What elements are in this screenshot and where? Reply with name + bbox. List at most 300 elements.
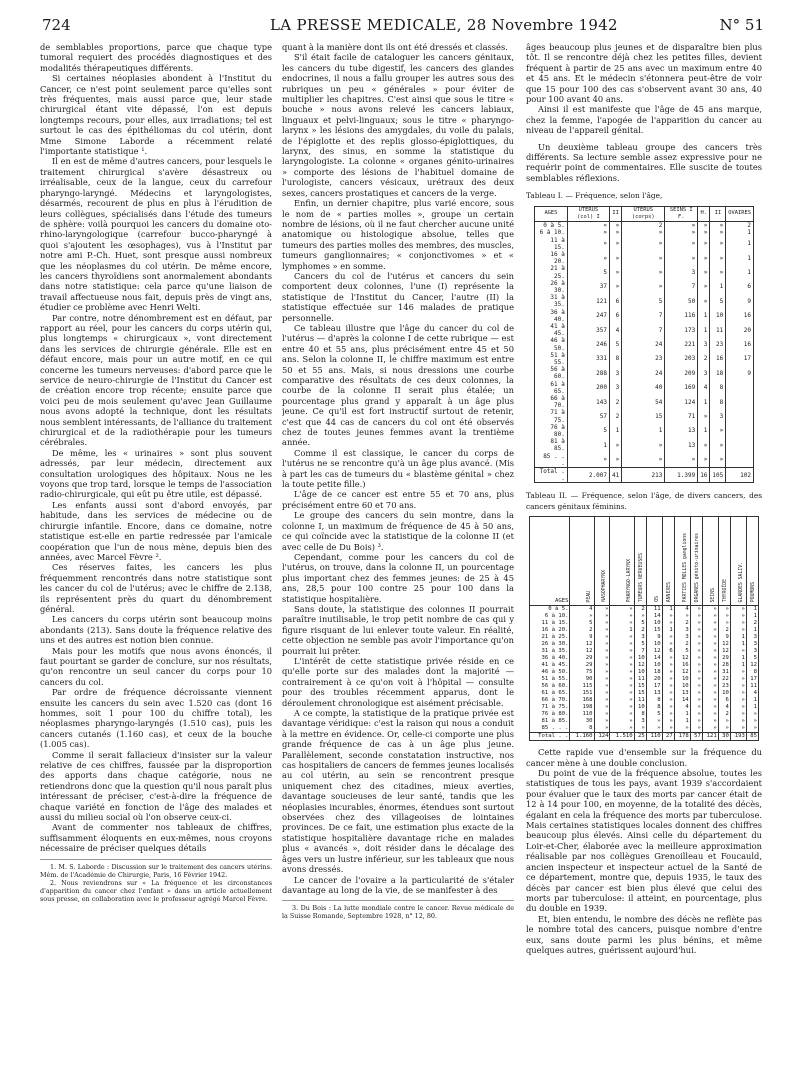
table2-header-label: THYROÏDE (722, 579, 728, 603)
table-cell: » (730, 704, 746, 711)
table-cell: 110 (646, 733, 662, 741)
table-cell: 6 (718, 697, 730, 704)
paragraph: Par contre, notre dénombrement est en défaut, par rapport au réel, pour les cancers du corps utérin qui, plus longtemps « chirurgicaux », vont directement dans les services de chirurgie générale. Elle est en défaut encore, mais pour un autre motif, en ce qui concerne les tumeurs nerveuses: d'abord parce que le service de neuro-chirurgie de l'Institut du Cancer est de création encore trop récente; ensuite parce que voici peu de mois seulement qu'avec Jean Guillaume nous avons adopté la technique, dont les résultats nous semblent intéressants, de l'alliance du traitement chirurgical et de la radiothérapie pour les tumeurs cérébrales. (40, 312, 272, 448)
table1-header: AGES (535, 206, 568, 221)
table-cell: 85 . . . (530, 725, 570, 733)
table-cell: » (702, 704, 718, 711)
table-cell: 14 (674, 697, 690, 704)
table-cell: » (702, 690, 718, 697)
table-cell (726, 395, 754, 409)
table-cell: » (702, 627, 718, 634)
table-cell: » (610, 613, 634, 620)
paragraph: Ainsi il est manifeste que l'âge de 45 ans marque, chez la femme, l'apogée de l'apparition du cancer au niveau de l'appareil génital. (526, 104, 762, 136)
table-cell: » (718, 725, 730, 733)
table-row (535, 294, 754, 308)
table-row (535, 395, 754, 409)
table-cell: » (710, 222, 726, 230)
table-cell: » (746, 725, 758, 733)
table-cell: » (698, 265, 710, 279)
table-cell: 41 à 45. (535, 323, 568, 337)
table-cell: 16 à 20. (535, 251, 568, 265)
table-cell: » (702, 662, 718, 669)
paragraph: Comme il est classique, le cancer du corps de l'utérus ne se rencontre qu'à un âge plus avancé. (Mis à part les cas de tumeurs du « blastème génital » chez la toute petite fille.) (282, 447, 514, 490)
table-cell: » (718, 718, 730, 725)
table-cell: » (609, 453, 621, 468)
table-cell: 46 à 50. (530, 669, 570, 676)
table-cell: 5 (567, 424, 609, 438)
table-cell: » (702, 711, 718, 718)
table-cell: 81 à 85. (530, 718, 570, 725)
table-cell: 76 à 80. (535, 424, 568, 438)
table-cell: 26 à 30. (530, 641, 570, 648)
table2-header (610, 517, 634, 606)
table-cell: 1 (674, 711, 690, 718)
table-cell: 200 (567, 381, 609, 395)
table-cell: 18 (710, 366, 726, 380)
table-row (535, 280, 754, 294)
table-row (530, 718, 759, 725)
paragraph: Il en est de même d'autres cancers, pour lesquels le traitement chirurgical s'avère désastreux ou irréalisable, ceux de la langue, ceux du carrefour pharyngo-laryngé. Médecins et laryngologistes, désarmés, recourent de plus en plus à l'érudition de leurs collègues, spécialisés dans l'étude des tumeurs de sphère: voilà pourquoi les cancers du domaine oto-rhino-laryngologique (carrefour bucco-pharyngé à quoi s'ajoutent les œsophages), vus à l'Institut par notre ami P.-Ch. Huet, sont presque aussi nombreux que les néoplasmes du col utérin. De même encore, les cancers thyroïdiens sont anormalement abondants dans notre statistique: cela parce qu'une liaison de travail affectueuse nous fait, depuis près de vingt ans, étudier ce problème avec Henri Welti. (40, 156, 272, 313)
table-cell: » (622, 251, 665, 265)
table-cell: 168 (570, 697, 594, 704)
table-cell: 31 à 35. (530, 648, 570, 655)
table-cell: 3 (674, 627, 690, 634)
table2-header (718, 517, 730, 606)
table-cell: » (662, 641, 674, 648)
table-cell: 10 (718, 690, 730, 697)
footnotes (282, 900, 514, 920)
table-cell: 1 (746, 613, 758, 620)
table-cell: » (609, 265, 621, 279)
table-cell: 4 (698, 381, 710, 395)
paragraph: Du point de vue de la fréquence absolue, toutes les statistiques de tous les pays, avant 1939 s'accordaient pour évaluer que le taux des morts par cancer était de 12 à 14 pour 100, en moyenne, de la totalité des décès, égalant en cela la fréquence des morts par tuberculose. Mais certaines statistiques locales donnent des chiffres beaucoup plus élevés. Ainsi celle du département du Loir-et-Cher, élaborée avec la meilleure approximation réalisable par nos collègues Grenoilleau et Foucauld, ancien inspecteur et inspecteur actuel de la Santé de ce département, montre que, depuis 1935, le taux des décès par cancer est bien plus élevé que celui des morts par tuberculose: il atteint, en pourcentage, plus du double en 1939. (526, 768, 762, 914)
table-cell: 5 (609, 337, 621, 351)
table-cell: 29 (570, 655, 594, 662)
table-cell: 10 (646, 620, 662, 627)
table-cell: » (702, 676, 718, 683)
table-cell: 3 (746, 634, 758, 641)
table-row (535, 381, 754, 395)
table-cell: 76 à 80. (530, 711, 570, 718)
footnote: 1. M. S. Laborde : Discussion sur le traitement des cancers utérins. Mém. de l'Académie de Chirurgie, Paris, 16 Février 1942. (40, 862, 272, 879)
table-cell: » (702, 634, 718, 641)
table-cell: 2 (674, 620, 690, 627)
table-cell: 3 (710, 409, 726, 423)
table-cell: » (690, 606, 702, 614)
table-cell: 3 (665, 265, 698, 279)
table-cell: 15 (622, 409, 665, 423)
table-cell: » (690, 613, 702, 620)
table-cell: 5 (622, 294, 665, 308)
table-row (530, 725, 759, 733)
table-cell: 10 (634, 655, 646, 662)
table-cell: » (622, 229, 665, 236)
table-cell: 12 (570, 641, 594, 648)
table-cell: » (610, 662, 634, 669)
table-cell: 2 (570, 627, 594, 634)
table-cell: 1 (710, 280, 726, 294)
table-cell: » (646, 725, 662, 733)
table-cell: » (610, 725, 634, 733)
table-cell: 6 à 10. (535, 229, 568, 236)
paragraph: Le groupe des cancers du sein montre, dans la colonne I, un maximum de fréquence de 45 à 50 ans, ce qui coïncide avec la statistique de la colonne II (et avec celle de Du Bois) ³. (282, 510, 514, 552)
table-cell: 105 (710, 468, 726, 483)
table-total-row (530, 733, 759, 741)
table-cell: 7 (622, 323, 665, 337)
table-cell: 21 à 25. (535, 265, 568, 279)
table-cell: 16 (726, 309, 754, 323)
table-cell: » (710, 237, 726, 251)
table-cell: » (730, 669, 746, 676)
page-header (42, 16, 764, 36)
table-cell (726, 381, 754, 395)
table-cell: » (698, 229, 710, 236)
table2-header-label: GLANDES SALIV. (738, 561, 744, 603)
table-cell: » (710, 453, 726, 468)
table-cell: 8 (570, 725, 594, 733)
table-cell: 16 (710, 352, 726, 366)
table-cell: » (594, 676, 610, 683)
table-cell: » (662, 676, 674, 683)
table-row (535, 237, 754, 251)
table-cell: » (594, 669, 610, 676)
table-cell: » (594, 655, 610, 662)
table-cell: 61 à 65. (530, 690, 570, 697)
paragraph: Les cancers du corps utérin sont beaucoup moins abondants (213). Sans doute la fréquence relative des uns et des autres est notion bien connue. (40, 614, 272, 646)
table-cell: 5 (570, 620, 594, 627)
table-cell: 61 à 65. (535, 381, 568, 395)
table-cell: 37 (567, 280, 609, 294)
table-cell: 23 (718, 683, 730, 690)
table-cell: » (665, 229, 698, 236)
table-cell: 1 (726, 237, 754, 251)
table-cell: 10 (674, 676, 690, 683)
table2-header: AGES (530, 517, 570, 606)
paragraph: Par ordre de fréquence décroissante viennent ensuite les cancers du sein avec 1.520 cas (dont 16 hommes, soit 1 pour 100 du chiffre total), les néoplasmes pharyngo-laryngés (1.510 cas), puis les cancers cutanés (1.160 cas), et ceux de la bouche (1.005 cas). (40, 687, 272, 750)
table-cell: 209 (665, 366, 698, 380)
table-cell: 13 (665, 424, 698, 438)
table-cell: » (622, 265, 665, 279)
table-cell: 5 (674, 648, 690, 655)
table-cell: » (634, 725, 646, 733)
table-cell: » (662, 718, 674, 725)
table-row (535, 366, 754, 380)
table-cell: 10 (646, 662, 662, 669)
table2-header-label: PEAU (586, 590, 592, 603)
table-cell: 3 (609, 381, 621, 395)
table-cell: Total . . (535, 468, 568, 483)
table-cell: 4 (609, 323, 621, 337)
table2-header-label: ANNEXES (666, 582, 672, 603)
table2-header (746, 517, 758, 606)
table-cell: » (594, 648, 610, 655)
table-cell: 1.399 (665, 468, 698, 483)
table-row (535, 424, 754, 438)
table-cell: » (690, 690, 702, 697)
table-cell: 10 (710, 309, 726, 323)
table-cell: 6 à 10. (530, 613, 570, 620)
table-cell: 17 (746, 676, 758, 683)
table-cell: 124 (665, 395, 698, 409)
table2-header (594, 517, 610, 606)
table-cell: » (690, 676, 702, 683)
table-cell: 31 (718, 669, 730, 676)
table-cell: 9 (726, 366, 754, 380)
table-cell: » (690, 634, 702, 641)
table-cell: » (698, 453, 710, 468)
table2-header-label: PARTIES MOLLES ganglions (682, 532, 688, 603)
table-cell: » (567, 237, 609, 251)
table-cell: » (730, 606, 746, 614)
table-cell: » (702, 655, 718, 662)
table2-header-label: POUMONS (751, 582, 756, 603)
column-left (40, 42, 272, 1078)
table-cell: » (730, 627, 746, 634)
table2-header-label: OS (654, 596, 660, 603)
table-cell: » (690, 718, 702, 725)
table-cell: 3 (698, 337, 710, 351)
paragraph: Ce tableau illustre que l'âge du cancer du col de l'utérus — d'après la colonne I de cette rubrique — est entre 40 et 55 ans, plus précisément entre 45 et 50 ans. Selon la colonne II, le chiffre maximum est entre 50 et 55 ans. Mais, si nous dressions une courbe comparative des résultats de ces deux colonnes, la courbe de la colonne II serait plus étalée; un pourcentage plus grand y apparaît à un âge plus jeune. Ce qu'il est fort instructif surtout de retenir, c'est que 44 cas de cancers du col ont été observés chez de toutes jeunes femmes avant la trentième année. (282, 322, 514, 448)
table-cell: » (622, 280, 665, 294)
table-cell: » (609, 222, 621, 230)
table-cell: 8 (746, 669, 758, 676)
table-cell: 11 à 15. (530, 620, 570, 627)
table-cell: 36 à 40. (530, 655, 570, 662)
paragraph: S'il était facile de cataloguer les cancers génitaux, les cancers du tube digestif, les cancers des glandes endocrines, il nous a fallu grouper les autres sous des rubriques un peu « générales » pour éviter de multiplier les chapitres. C'est ainsi que sous le titre « bouche » nous avons relevé les cancers labiaux, linguaux et pelvi-linguaux; sous le titre « pharyngo-larynx » les lésions des amygdales, du voile du palais, de l'épiglotte et des replis glosso-épiglottiques, du larynx, des sinus, en somme la statistique du laryngologiste. La colonne « organes génito-urinaires » comporte des lésions de l'habituel domaine de l'urologiste, cancers vésicaux, urétraux des deux sexes, cancers prostatiques et cancers de la verge. (282, 52, 514, 198)
table-cell: 25 (634, 733, 646, 741)
table-cell: 30 (570, 718, 594, 725)
table-cell: » (610, 704, 634, 711)
table-row (535, 453, 754, 468)
table-cell: 22 (718, 676, 730, 683)
table-cell: » (730, 620, 746, 627)
table-cell: 1 (674, 718, 690, 725)
column-middle (282, 42, 514, 1078)
table-cell: » (662, 613, 674, 620)
table-cell: 41 à 45. (530, 662, 570, 669)
table-cell: » (730, 697, 746, 704)
table-cell: » (702, 697, 718, 704)
table-cell: » (646, 718, 662, 725)
table-cell: 71 à 75. (535, 409, 568, 423)
table-cell: » (610, 669, 634, 676)
table-cell: » (594, 613, 610, 620)
table-cell: » (718, 613, 730, 620)
journal-title: LA PRESSE MEDICALE, 28 Novembre 1942 (270, 16, 618, 34)
paragraph: quant à la manière dont ils ont été dressés et classés. (282, 42, 508, 52)
footnote: 2. Nous reviendrons sur « La fréquence et les circonstances d'apparition du cancer chez l'enfant » dans un article actuellement sous presse, en collaboration avec le professeur agrégé Marcel Fèvre. (40, 878, 272, 903)
table-cell: » (690, 683, 702, 690)
table-cell: 23 (622, 352, 665, 366)
table-cell: » (702, 648, 718, 655)
table-cell: » (594, 690, 610, 697)
table-cell: » (594, 606, 610, 614)
table-cell: » (710, 229, 726, 236)
table-cell: » (567, 229, 609, 236)
table-cell: 71 à 75. (530, 704, 570, 711)
table-cell: 6 (726, 280, 754, 294)
table-cell: 12 (634, 662, 646, 669)
table-cell: 1 (746, 697, 758, 704)
table-cell: 1 (726, 229, 754, 236)
table2-header-label: TUMEURS NERVEUSES (638, 553, 644, 603)
paragraph: De même, les « urinaires » sont plus souvent adressés, par leur médecin, directement aux consultation urologiques des hôpitaux. Nous ne les voyons que trop tard, lorsque le temps de l'association radio-chirurgicale, qui eût pu être utile, est dépassé. (40, 447, 272, 500)
table-cell: » (710, 251, 726, 265)
table-cell: 11 (710, 323, 726, 337)
table-cell: » (662, 662, 674, 669)
table-cell: » (594, 711, 610, 718)
table-cell: 90 (570, 676, 594, 683)
table-cell: 57 (690, 733, 702, 741)
table-cell: 2 (746, 620, 758, 627)
table2-header-label: ORGANES génito-urinaires (694, 532, 700, 603)
table1-header: OVAIRES (726, 206, 754, 221)
table-cell: » (610, 641, 634, 648)
table-row (535, 251, 754, 265)
table-cell: 16 (726, 337, 754, 351)
table-cell: 9 (570, 634, 594, 641)
table-2 (529, 516, 759, 741)
paragraph: L'âge de ce cancer est entre 55 et 70 ans, plus précisément entre 60 et 70 ans. (282, 489, 514, 510)
table2-header (674, 517, 690, 606)
table-row (535, 337, 754, 351)
table-cell: 3 (609, 366, 621, 380)
table-cell: 102 (726, 468, 754, 483)
table-cell: » (609, 251, 621, 265)
table-cell: 198 (570, 704, 594, 711)
table-cell: 28 (718, 662, 730, 669)
table-cell: » (662, 725, 674, 733)
table-cell: » (610, 711, 634, 718)
table-cell: 1 (730, 641, 746, 648)
table2-header (570, 517, 594, 606)
table-cell: 29 (718, 655, 730, 662)
table-cell: » (610, 690, 634, 697)
table-cell: 2 (726, 222, 754, 230)
table-cell: » (690, 620, 702, 627)
table-cell: 7 (665, 280, 698, 294)
table-cell: 8 (646, 697, 662, 704)
table-row (535, 265, 754, 279)
table-cell: » (710, 438, 726, 452)
table-cell (726, 453, 754, 468)
table-cell: 1 (698, 309, 710, 323)
table-cell: » (730, 718, 746, 725)
table-cell: 1 (730, 662, 746, 669)
table-row (535, 409, 754, 423)
table-cell: » (730, 711, 746, 718)
table2-header (662, 517, 674, 606)
table-cell: » (690, 627, 702, 634)
table-cell: » (594, 725, 610, 733)
table-cell: » (594, 662, 610, 669)
table-cell: 8 (634, 711, 646, 718)
table-cell: 6 (609, 294, 621, 308)
table-cell: » (662, 634, 674, 641)
table-cell: 1 (730, 655, 746, 662)
table-cell: 13 (665, 438, 698, 452)
table2-header (646, 517, 662, 606)
table-cell: » (702, 641, 718, 648)
table-cell: » (662, 697, 674, 704)
table-cell: 17 (726, 352, 754, 366)
table-cell: 331 (567, 352, 609, 366)
table-cell: 10 (674, 683, 690, 690)
table-cell: 151 (570, 690, 594, 697)
table-cell: 5 (567, 265, 609, 279)
table-cell: » (674, 725, 690, 733)
table-cell: 16 (698, 468, 710, 483)
table-cell: » (698, 438, 710, 452)
table-cell: 16 à 20. (530, 627, 570, 634)
table-cell: 56 à 60. (535, 366, 568, 380)
table-cell: 54 (622, 395, 665, 409)
table-cell: 3 (746, 641, 758, 648)
table-cell: » (665, 251, 698, 265)
table-cell: 203 (665, 352, 698, 366)
paragraph: Avant de commenter nos tableaux de chiffres, suffisamment éloquents en eux-mêmes, nous croyons nécessaire de préciser quelques détails (40, 822, 272, 854)
paragraph: Cancers du col de l'utérus et cancers du sein comportent deux colonnes, l'une (I) représente la statistique de l'Institut du Cancer, l'autre (II) la statistique effectuée sur 146 malades de pratique personnelle. (282, 270, 514, 323)
table-cell: 288 (567, 366, 609, 380)
table-cell: 12 (718, 648, 730, 655)
table-cell (726, 424, 754, 438)
table-cell: » (594, 627, 610, 634)
paragraph: âges beaucoup plus jeunes et de disparaître bien plus tôt. Il se rencontre déjà chez les petites filles, devient fréquent à partir de 25 ans avec un maximum entre 40 et 45 ans. Et le médecin s'étonnera peut-être de voir que 15 pour 100 des cas s'observent avant 30 ans, 40 pour 100 avant 40 ans. (526, 42, 762, 105)
paragraph: Mais pour les motifs que nous avons énoncés, il faut pourtant se garder de conclure, sur nos résultats, qu'on rencontre un seul cancer du corps pour 10 cancers du col. (40, 645, 272, 687)
table-cell: » (690, 655, 702, 662)
table-cell: » (730, 725, 746, 733)
table-cell: 143 (567, 395, 609, 409)
table-cell: » (622, 453, 665, 468)
table-cell: 6 (609, 309, 621, 323)
table-cell: 173 (665, 323, 698, 337)
table-cell: 20 (646, 676, 662, 683)
paragraph: de semblables proportions, parce que chaque type tumoral requiert des procédés diagnostiques et des modalités thérapeutiques différents. (40, 42, 272, 73)
table-cell: 121 (702, 733, 718, 741)
table-cell: 5 (646, 711, 662, 718)
table-cell: 11 (634, 676, 646, 683)
table-cell: » (610, 655, 634, 662)
table-cell: 16 (674, 662, 690, 669)
table-cell: » (690, 711, 702, 718)
table-cell: » (567, 222, 609, 230)
table-cell: 27 (662, 733, 674, 741)
table-cell: 0 à 5. (535, 222, 568, 230)
table-cell: » (702, 606, 718, 614)
table-cell (726, 438, 754, 452)
table-cell: 57 (567, 409, 609, 423)
table-cell: 3 (698, 366, 710, 380)
table-cell: 3 (634, 718, 646, 725)
table-cell: 2 (634, 606, 646, 614)
table-cell: 121 (567, 294, 609, 308)
table-cell: » (609, 229, 621, 236)
table-cell: » (746, 718, 758, 725)
table-cell: 50 (665, 294, 698, 308)
footnote: 3. Du Bois : La lutte mondiale contre le cancer. Revue médicale de la Suisse Romande, Septembre 1928, n° 12, 80. (282, 904, 514, 921)
table-cell: » (690, 641, 702, 648)
table-cell: 8 (710, 381, 726, 395)
table-cell: » (690, 704, 702, 711)
paragraph: Cependant, comme pour les cancers du col de l'utérus, on trouve, dans la colonne II, un pourcentage plus important chez des femmes jeunes: de 25 à 45 ans, 28,5 pour 100 contre 25 pour 100 dans la statistique hospitalière. (282, 551, 514, 604)
table-cell: 9 (718, 634, 730, 641)
table-cell: 1.510 (610, 733, 634, 741)
table-cell: » (610, 606, 634, 614)
table-cell: 4 (746, 690, 758, 697)
table-cell: 1 (567, 438, 609, 452)
table-cell: » (567, 453, 609, 468)
table-cell: » (610, 676, 634, 683)
